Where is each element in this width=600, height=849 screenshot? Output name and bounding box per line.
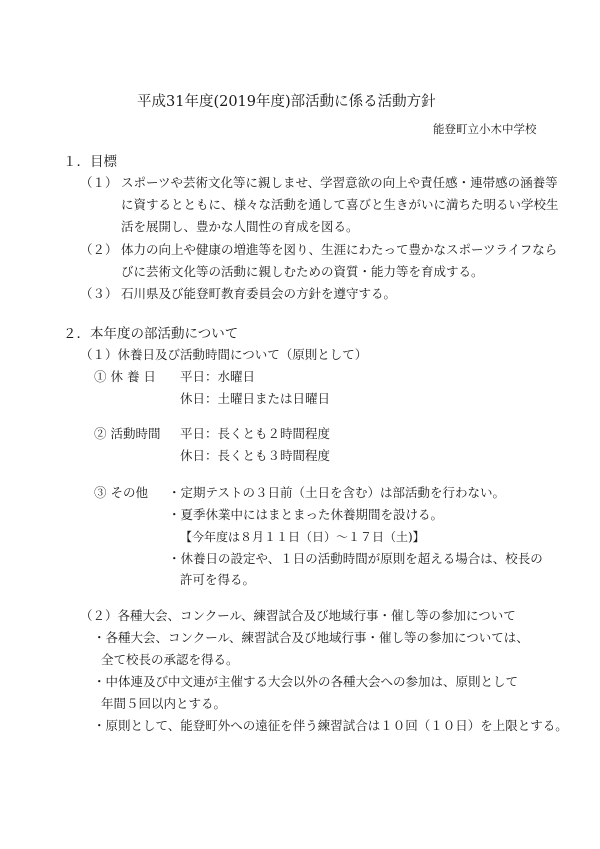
other-bullet: ・夏季休業中にはまとまった休養期間を設ける。 (168, 507, 444, 522)
activity-time-holiday: 休日：長くとも３時間程度 (180, 448, 331, 463)
subsection-2-heading: （２）各種大会、コンクール、練習試合及び地域行事・催し等の参加について (80, 608, 516, 623)
participation-bullet: ・各種大会、コンクール、練習試合及び地域行事・催し等の参加については、 (93, 630, 529, 645)
school-name: 能登町立小木中学校 (433, 122, 537, 136)
activity-time-weekday: 平日：長くとも２時間程度 (180, 426, 331, 441)
goal-2-line: 体力の向上や健康の増進等を図り、生涯にわたって豊かなスポーツライフなら (121, 242, 558, 257)
rest-day-holiday: 休日：土曜日または日曜日 (180, 391, 331, 406)
other-label: ③ その他 (94, 485, 148, 500)
goal-2-line: びに芸術文化等の活動に親しむための資質・能力等を育成する。 (121, 264, 484, 279)
participation-bullet: ・原則として、能登町外への遠征を伴う練習試合は１０回（１０日）を上限とする。 (93, 718, 568, 733)
other-bullet: ・休養日の設定や、１日の活動時間が原則を超える場合は、校長の (168, 551, 543, 566)
other-bullet: ・定期テストの３日前（土日を含む）は部活動を行わない。 (168, 485, 506, 500)
participation-bullet-continuation: 全て校長の承認を得る。 (101, 652, 239, 667)
goal-1-number: （１） (80, 175, 118, 190)
goal-3-number: （３） (80, 286, 118, 301)
participation-bullet: ・中体連及び中文連が主催する大会以外の各種大会への参加は、原則として (93, 674, 519, 689)
subsection-1-heading: （１）休養日及び活動時間について（原則として） (80, 347, 368, 362)
participation-bullet-continuation: 年間５回以内とする。 (101, 696, 227, 711)
section-1-heading: １．目標 (63, 154, 117, 170)
document-title: 平成31年度(2019年度)部活動に係る活動方針 (137, 94, 436, 110)
rest-day-weekday: 平日：水曜日 (180, 369, 256, 384)
goal-1-line: に資するとともに、様々な活動を通して喜びと生きがいに満ちた明るい学校生 (121, 197, 559, 212)
goal-1-line: 活を展開し、豊かな人間性の育成を図る。 (121, 219, 359, 234)
other-bullet-continuation: 許可を得る。 (180, 572, 256, 587)
activity-time-label: ② 活動時間 (94, 426, 161, 441)
summer-break-note: 【今年度は８月１１日（日）～１７日（土)】 (180, 530, 425, 544)
goal-2-number: （２） (80, 242, 118, 257)
goal-1-line: スポーツや芸術文化等に親しませ、学習意欲の向上や責任感・連帯感の涵養等 (121, 175, 558, 190)
rest-day-label: ① 休 養 日 (94, 369, 156, 384)
goal-3-line: 石川県及び能登町教育委員会の方針を遵守する。 (121, 286, 397, 301)
section-2-heading: ２．本年度の部活動について (63, 326, 239, 342)
